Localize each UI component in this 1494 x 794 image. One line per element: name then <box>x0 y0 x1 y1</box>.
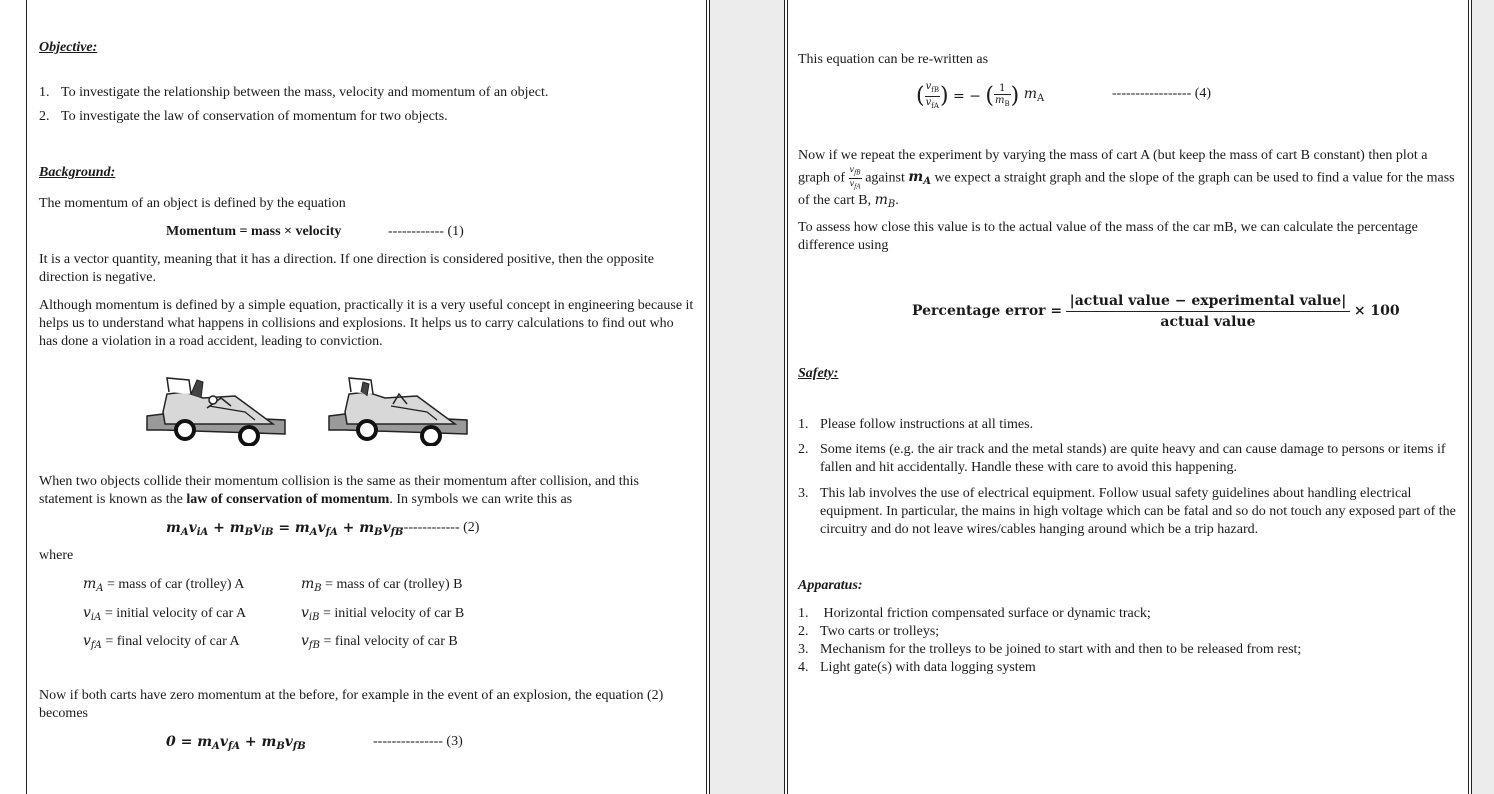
safety-item-2: 2. Some items (e.g. the air track and the metal stands) are quite heavy and can cause damage to persons or items if fallen and hit accidentally. Handle these with care to avoid this happening. <box>798 442 1446 475</box>
def-mA: $m_A$ = mass of car (trolley) A <box>83 576 245 594</box>
right-gutter <box>1472 0 1494 794</box>
def-viB: $v_{iB}$ = initial velocity of car B <box>301 605 465 623</box>
left-margin-line <box>26 0 27 794</box>
rewrite-text: This equation can be re-written as <box>798 52 989 67</box>
page-gutter <box>710 0 784 794</box>
background-heading: Background: <box>39 165 116 180</box>
equation-2: $m_Av_{iA} + m_Bv_{iB} = m_Av_{fA} + m_Bv_{fB}$ <box>166 520 404 538</box>
background-para-4: Now if both carts have zero momentum at the before, for example in the event of an explosion, the equation (2) becomes <box>39 688 664 721</box>
def-mB: $m_B$ = mass of car (trolley) B <box>301 576 463 594</box>
apparatus-item-3: 3. Mechanism for the trolleys to be joined to start with and then to be released from rest; <box>798 642 1302 657</box>
def-vfA: $v_{fA}$ = final velocity of car A <box>83 633 240 651</box>
equation-1: Momentum = mass × velocity <box>166 224 342 239</box>
left-page-edge-2 <box>709 0 710 794</box>
objective-item-2: 2. To investigate the law of conservation of momentum for two objects. <box>39 109 448 124</box>
equation-4: ( $\frac{v_{fB}}{v_{fA}}$ ) = − ( $\frac{1}{m_B}$ ) $m_A$ <box>916 81 1045 110</box>
apparatus-item-1: 1. Horizontal friction compensated surface or dynamic track; <box>798 606 1151 621</box>
apparatus-item-2: 2. Two carts or trolleys; <box>798 624 940 639</box>
equation-3-ref: --------------- (3) <box>373 734 463 749</box>
right-page-edge <box>784 0 785 794</box>
right-page <box>784 0 1472 794</box>
left-page <box>0 0 710 794</box>
equation-3: $0 = m_Av_{fA} + m_Bv_{fB}$ <box>166 734 306 752</box>
right-page-right-line <box>1468 0 1469 794</box>
apparatus-item-4: 4. Light gate(s) with data logging system <box>798 660 1036 675</box>
equation-2-ref: ------------- (2) <box>399 520 480 535</box>
safety-heading: Safety: <box>798 366 839 381</box>
pct-denominator: actual value <box>1160 313 1256 330</box>
def-viA: $v_{iA}$ = initial velocity of car A <box>83 605 247 623</box>
right-para-1: Now if we repeat the experiment by varying the mass of cart A (but keep the mass of cart B constant) then plot a graph of $\frac{v_{fB}}{v_{fA}}$ against $m_A$ we expect a straight graph and the slope of the graph can be used to find a value for the mass of the cart B, $m_B$. <box>798 148 1455 211</box>
background-intro: The momentum of an object is defined by the equation <box>39 196 346 211</box>
where-label: where <box>39 548 74 563</box>
safety-item-1: 1. Please follow instructions at all times. <box>798 417 1034 432</box>
percentage-error-formula: Percentage error = |actual value − experimental value| actual value × 100 <box>912 292 1400 330</box>
cart-b-illustration <box>327 372 469 446</box>
cart-a-illustration <box>145 372 287 446</box>
apparatus-heading: Apparatus: <box>798 578 863 593</box>
objective-heading: Objective: <box>39 40 98 55</box>
safety-item-3: 3. This lab involves the use of electrical equipment. Follow usual safety guidelines about handling electrical equipment. In particular, the mains in high voltage which can be fatal and so do not touch any exposed part of the circuitry and do not leave wires/cables hanging around which be a trip hazard. <box>798 486 1456 537</box>
left-page-edge <box>706 0 707 794</box>
equation-4-ref: ----------------- (4) <box>1112 86 1212 101</box>
right-margin-line <box>787 0 788 794</box>
right-para-2: To assess how close this value is to the actual value of the mass of the car mB, we can calculate the percentage difference using <box>798 220 1418 253</box>
def-vfB: $v_{fB}$ = final velocity of car B <box>301 633 458 651</box>
right-page-right-edge <box>1471 0 1472 794</box>
equation-1-ref: ------------ (1) <box>388 224 464 239</box>
background-para-1: It is a vector quantity, meaning that it has a direction. If one direction is considered positive, then the opposite direction is negative. <box>39 252 654 285</box>
pct-numerator: |actual value − experimental value| <box>1066 291 1351 312</box>
background-para-2: Although momentum is defined by a simple equation, practically it is a very useful concept in engineering because it helps us to understand what happens in collisions and explosions. It helps us to carry calculations to find out who has done a violation in a road accident, leading to conviction. <box>39 298 694 349</box>
background-para-3: When two objects collide their momentum collision is the same as their momentum after collision, and this statement is known as the law of conservation of momentum. In symbols we can write this as <box>39 474 639 507</box>
objective-item-1: 1. To investigate the relationship between the mass, velocity and momentum of an object. <box>39 85 549 100</box>
